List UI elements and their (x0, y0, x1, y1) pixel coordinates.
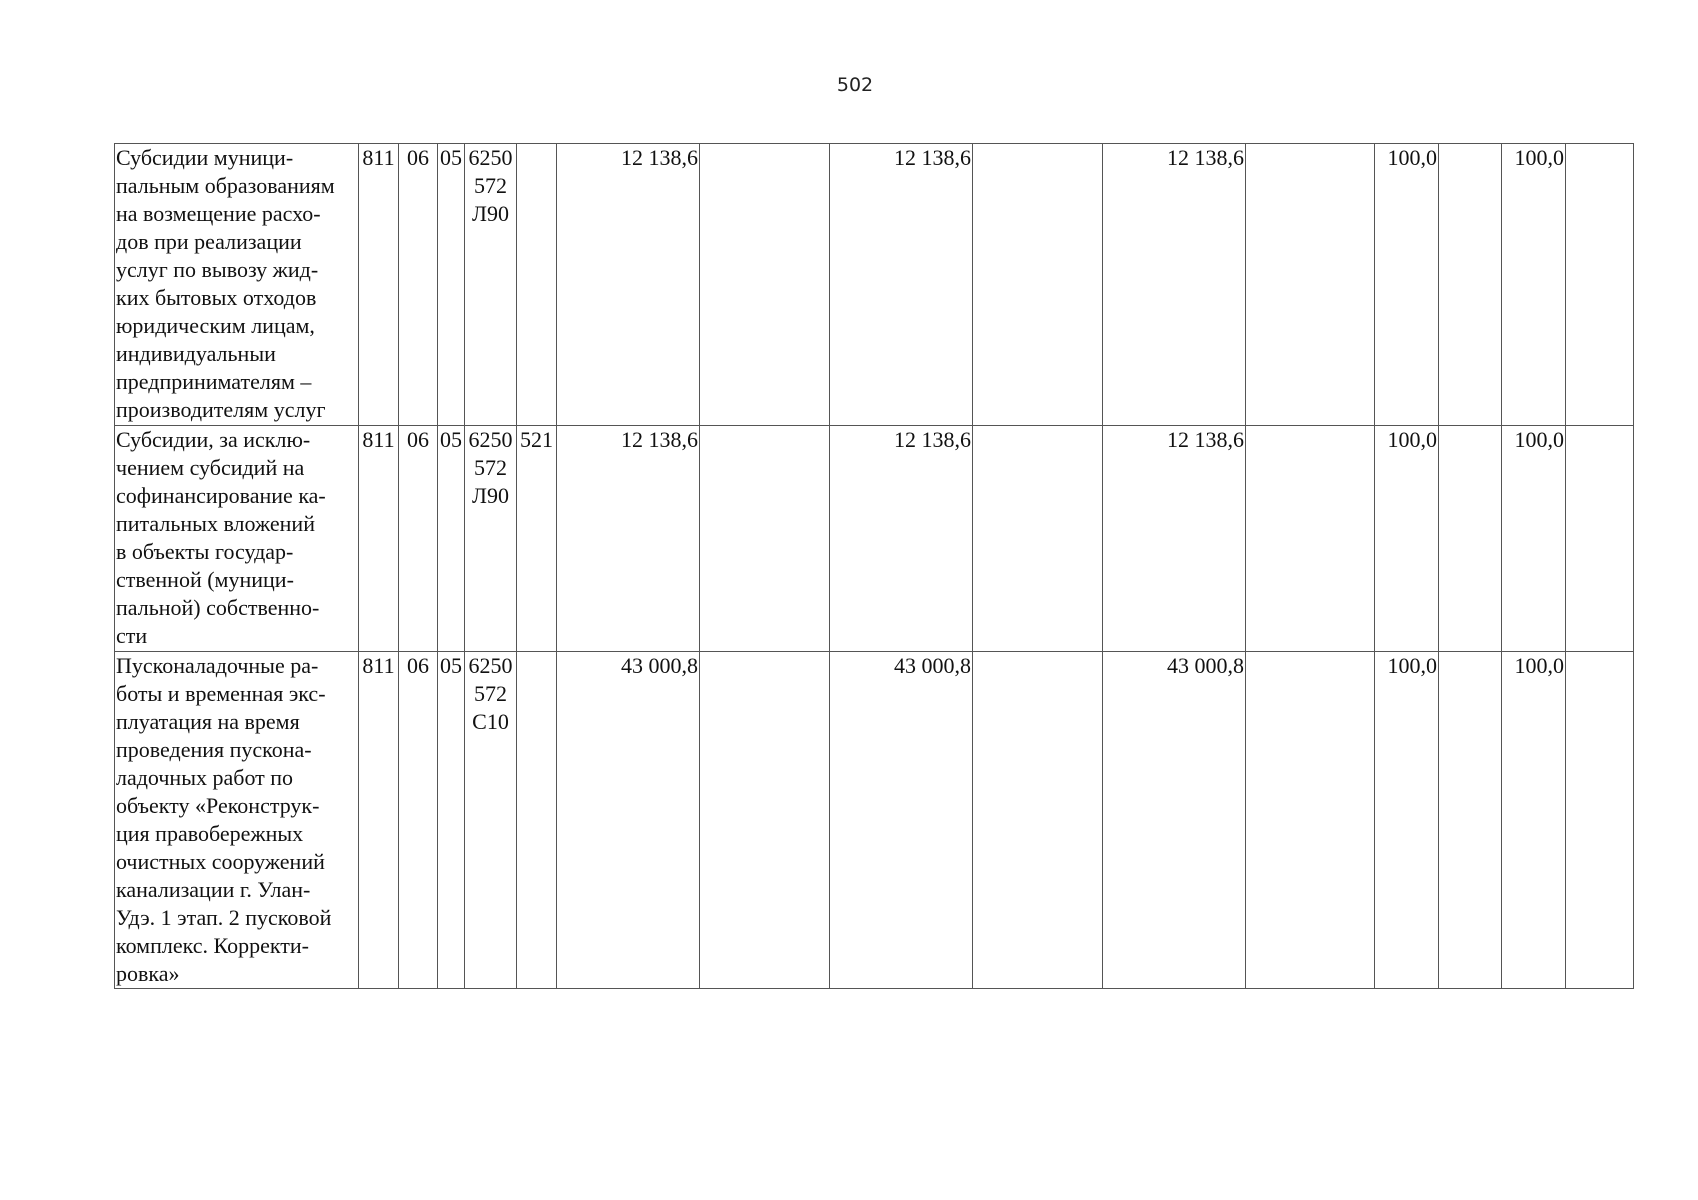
percent-cell-1: 100,0 (1375, 426, 1439, 652)
grbs-code-cell: 811 (359, 426, 399, 652)
table-row (115, 652, 1634, 989)
empty-cell (1246, 144, 1375, 426)
target-article-cell: 6250 572 Л90 (465, 144, 517, 426)
expense-name-cell: Пусконаладочные ра- боты и временная экс- плуатация на время проведения пускона- ладочных работ по объекту «Реконструк- ция правобережных очистных сооружений канализации г. Улан- Удэ. 1 этап. 2 пусковой комплекс. Корректи- ровка» (115, 652, 359, 989)
percent-cell-1: 100,0 (1375, 144, 1439, 426)
empty-cell (1566, 144, 1634, 426)
empty-cell (1439, 652, 1502, 989)
percent-cell-2: 100,0 (1502, 144, 1566, 426)
percent-cell-1: 100,0 (1375, 652, 1439, 989)
expense-name-cell: Субсидии, за исклю- чением субсидий на софинансирование ка- питальных вложений в объекты государ- ственной (муници- пальной) собственно- сти (115, 426, 359, 652)
amount-plan-cell: 43 000,8 (557, 652, 700, 989)
subsection-code-cell: 05 (438, 426, 465, 652)
amount-executed-cell: 12 138,6 (1103, 426, 1246, 652)
target-article-cell: 6250 572 Л90 (465, 426, 517, 652)
empty-cell (700, 426, 830, 652)
empty-cell (1439, 426, 1502, 652)
expense-name-cell: Субсидии муници- пальным образованиям на возмещение расхо- дов при реализации услуг по вывозу жид- ких бытовых отходов юридическим лицам, индивидуальныи предпринимателям – производителям услуг (115, 144, 359, 426)
section-code-cell: 06 (399, 426, 438, 652)
amount-plan-cell: 12 138,6 (557, 144, 700, 426)
budget-table (114, 143, 1634, 989)
empty-cell (1566, 652, 1634, 989)
empty-cell (1566, 426, 1634, 652)
amount-approved-cell: 12 138,6 (830, 426, 973, 652)
section-code-cell: 06 (399, 652, 438, 989)
amount-approved-cell: 12 138,6 (830, 144, 973, 426)
table-row (115, 144, 1634, 426)
table-row (115, 426, 1634, 652)
grbs-code-cell: 811 (359, 652, 399, 989)
empty-cell (700, 652, 830, 989)
page-number: 502 (836, 74, 874, 96)
empty-cell (973, 426, 1103, 652)
expense-type-cell: 521 (517, 426, 557, 652)
subsection-code-cell: 05 (438, 144, 465, 426)
subsection-code-cell: 05 (438, 652, 465, 989)
expense-type-cell (517, 144, 557, 426)
empty-cell (973, 144, 1103, 426)
grbs-code-cell: 811 (359, 144, 399, 426)
amount-plan-cell: 12 138,6 (557, 426, 700, 652)
amount-executed-cell: 43 000,8 (1103, 652, 1246, 989)
percent-cell-2: 100,0 (1502, 426, 1566, 652)
empty-cell (973, 652, 1103, 989)
section-code-cell: 06 (399, 144, 438, 426)
empty-cell (1246, 426, 1375, 652)
empty-cell (1439, 144, 1502, 426)
amount-approved-cell: 43 000,8 (830, 652, 973, 989)
expense-type-cell (517, 652, 557, 989)
empty-cell (700, 144, 830, 426)
percent-cell-2: 100,0 (1502, 652, 1566, 989)
empty-cell (1246, 652, 1375, 989)
amount-executed-cell: 12 138,6 (1103, 144, 1246, 426)
target-article-cell: 6250 572 С10 (465, 652, 517, 989)
